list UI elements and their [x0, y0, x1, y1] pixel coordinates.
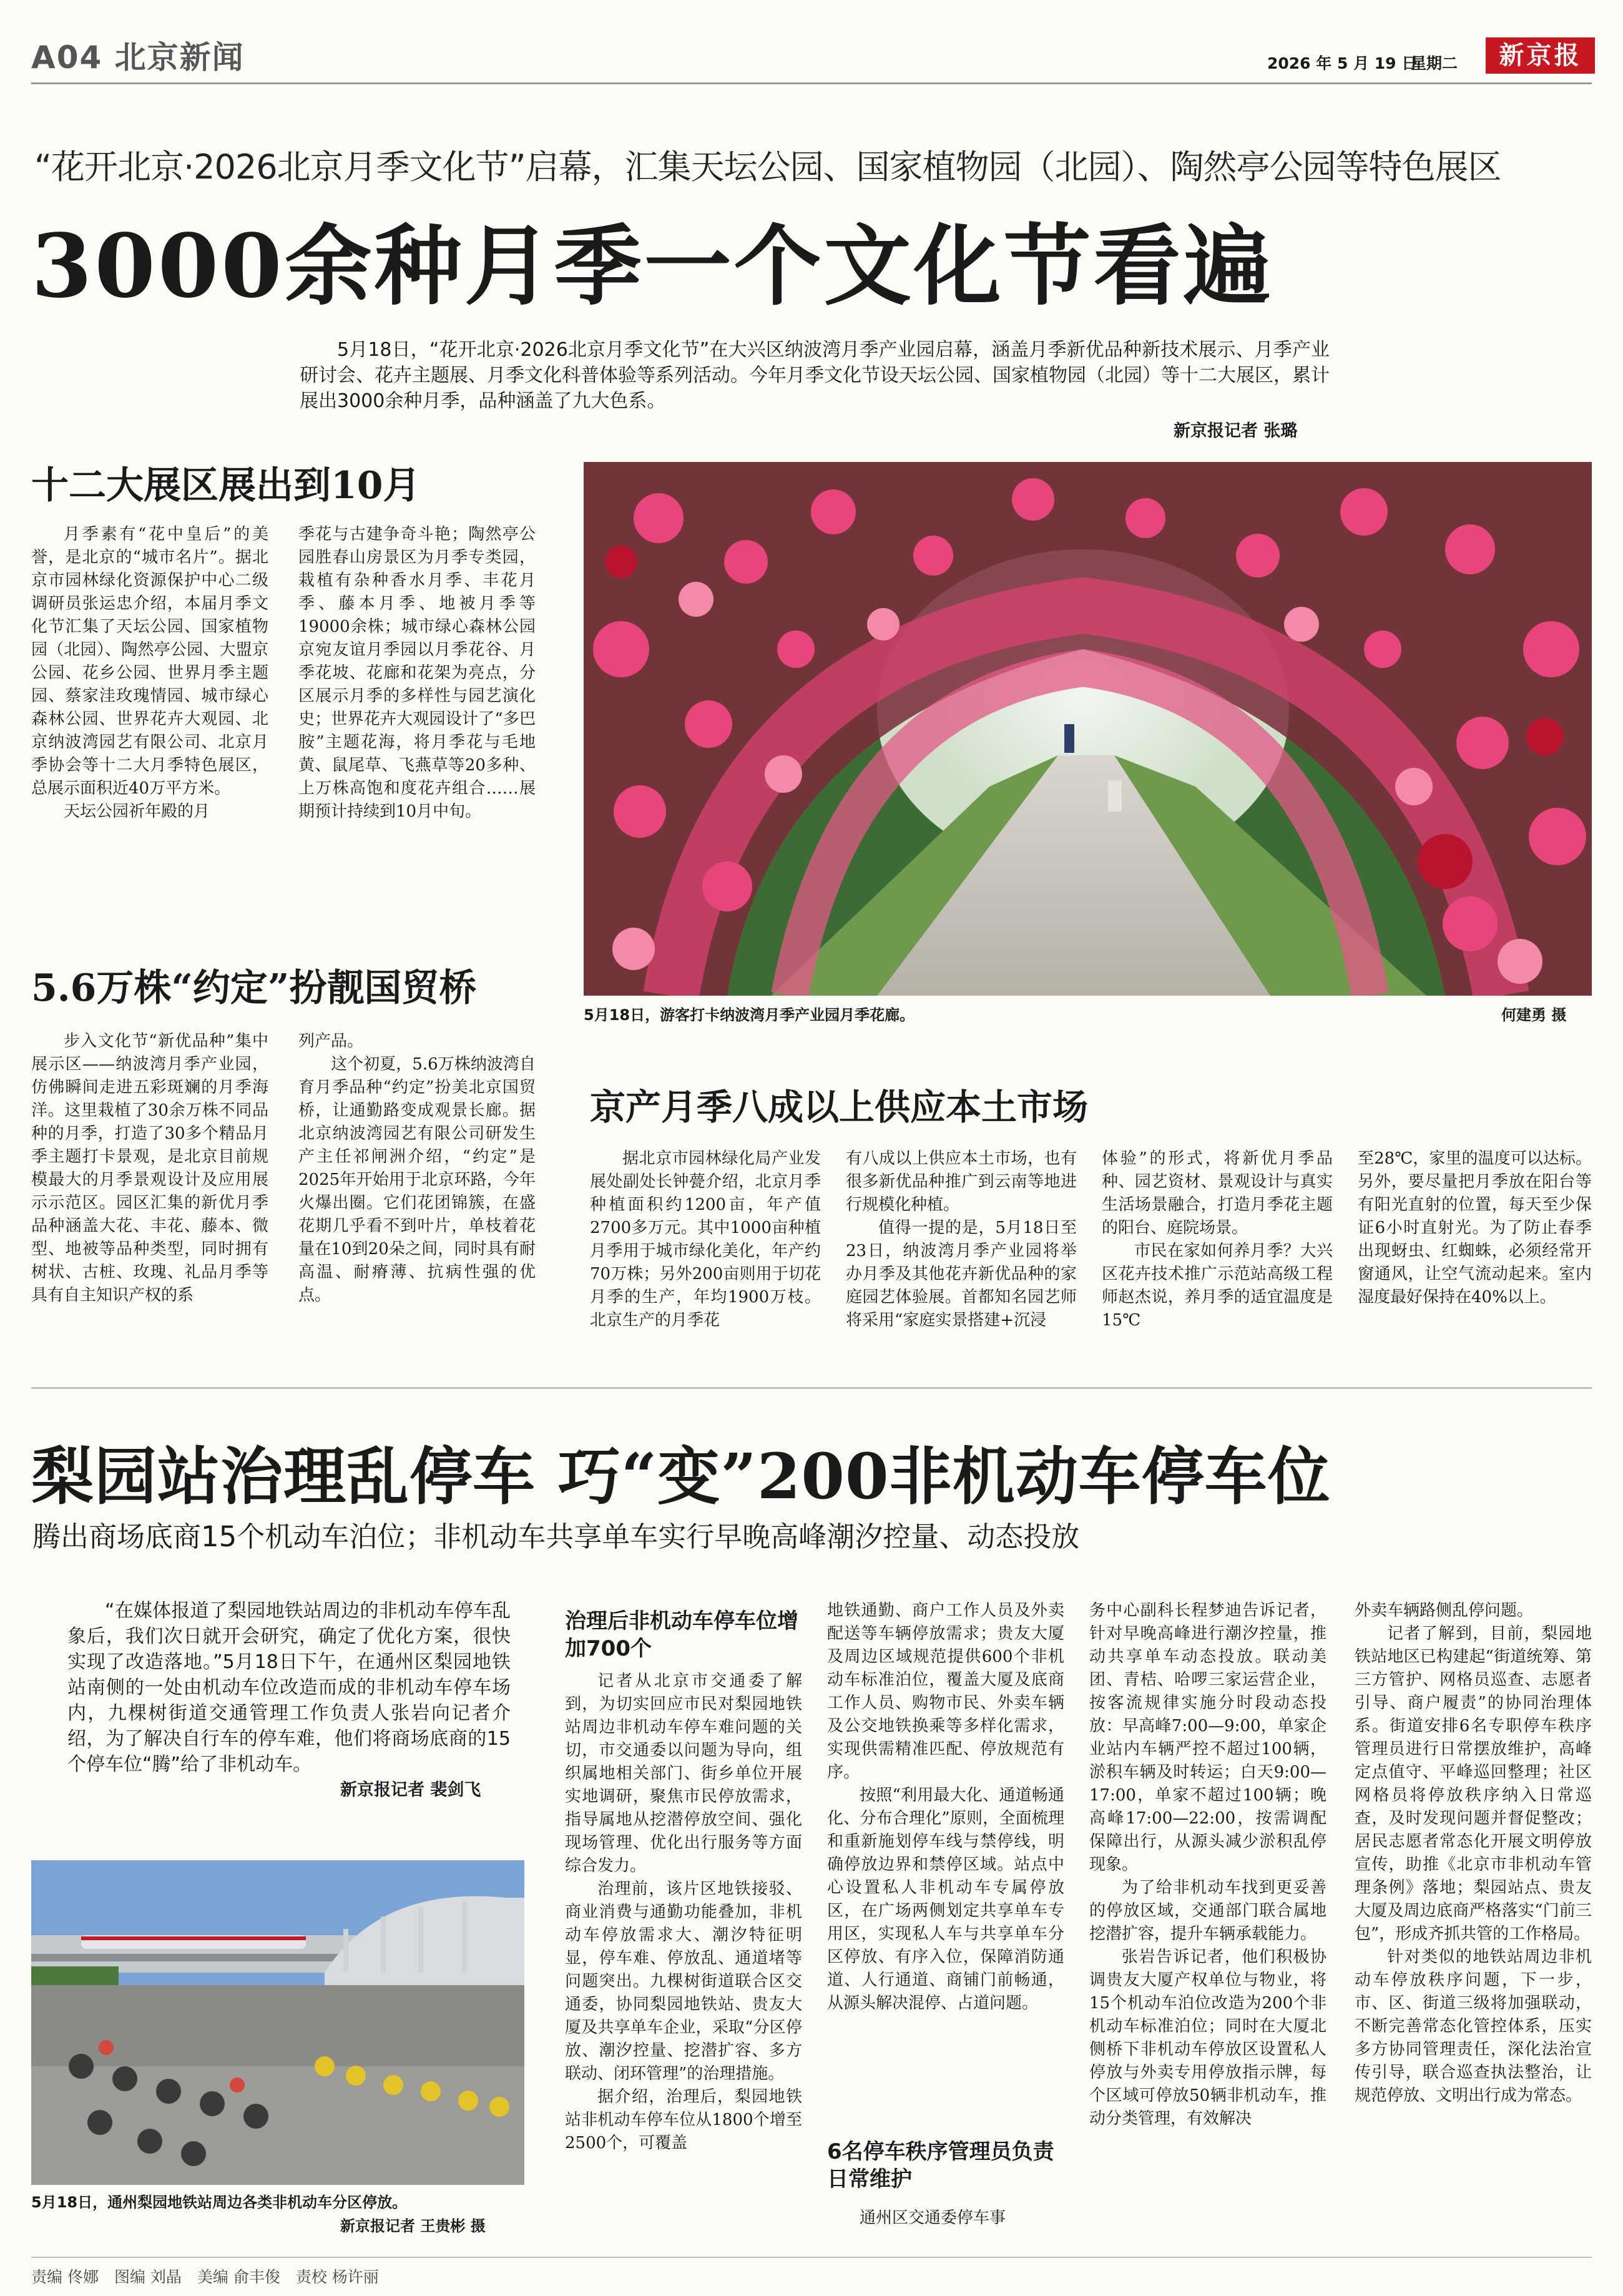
- paragraph: 针对类似的地铁站周边非机动车停放秩序问题，下一步，市、区、街道三级将加强联动，不断完善常态化管控体系，压实多方协同管理责任，深化法治宣传引导，联合巡查执法整治，让规范停放、文明出行成为常态。: [1355, 1948, 1592, 2105]
- paragraph: 记者了解到，目前，梨园地铁站地区已构建起“街道统筹、第三方管护、网格员巡查、志愿者引导、商户履责”的协同治理体系。街道安排6名专职停车秩序管理员进行日常摆放维护，高峰定点值守、平峰巡回整理；社区网格员将停放秩序纳入日常巡查，及时发现问题并督促整改；居民志愿者常态化开展文明停放宣传，助推《北京市非机动车管理条例》落地；梨园站点、贵友大厦及周边底商严格落实“门前三包”，形成齐抓共管的工作格局。: [1355, 1624, 1592, 1943]
- paragraph: 通州区交通委停车事: [860, 2209, 1006, 2227]
- issue-date: 2026 年 5 月 19 日: [1267, 54, 1418, 72]
- paragraph: 按照“利用最大化、通道畅通化、分布合理化”原则，全面梳理和重新施划停车线与禁停线，明确停放边界和禁停区域。站点中心设置私人非机动车专属停放区，在广场两侧划定共享单车专用区，实现私人车与共享单车分区停放、有序入位，保障消防通道、人行通道、商铺门前畅通，从源头解决混停、占道问题。: [827, 1786, 1064, 2013]
- story2-lead: [67, 1598, 511, 1777]
- bike-parking-image: [31, 1860, 524, 2185]
- story2-subhead-2: 6名停车秩序管理员负责日常维护: [827, 2139, 1054, 2192]
- paragraph: 值得一提的是，5月18日至23日，纳波湾月季产业园将举办月季及其他花卉新优品种的家庭园艺体验展。首都知名园艺师将采用“家庭实景搭建+沉浸: [846, 1219, 1077, 1330]
- story2-headline: 梨园站治理乱停车 巧“变”200非机动车停车位: [31, 1440, 1331, 1513]
- paragraph: 这个初夏，5.6万株纳波湾自育月季品种“约定”扮美北京国贸桥，让通勤路变成观景长廊。据北京纳波湾园艺有限公司研发生产主任祁闸洲介绍，“约定”是2025年开始用于北京环路，今年火爆出圈。它们花团锦簇，在盛花期几乎看不到叶片，单枝着花量在10到20朵之间，同时具有耐高温、耐瘠薄、抗病性强的优点。: [298, 1055, 536, 1305]
- story2-subhead-1: 治理后非机动车停车位增加700个: [565, 1609, 798, 1661]
- bike-photo-credit: 新京报记者 王贵彬 摄: [340, 2217, 486, 2235]
- paragraph: 为了给非机动车找到更妥善的停放区域，交通部门联合属地挖潜扩容，提升车辆承载能力。: [1089, 1878, 1326, 1943]
- paragraph: 天坛公园祈年殿的月: [64, 802, 210, 821]
- story1-headline: 3000余种月季一个文化节看遍: [31, 215, 1273, 318]
- paragraph: 据北京市园林绿化局产业发展处副处长钟甍介绍，北京月季种植面积约1200亩，年产值2700多万元。其中1000亩种植月季用于城市绿化美化，年产约70万株；另外200亩则用于切花月季的生产，年均1900万枝。北京生产的月季花: [590, 1149, 821, 1330]
- rose-arch-image: [584, 462, 1592, 996]
- story2-column-4: [1355, 1599, 1592, 2107]
- rose-arch-photo: [584, 462, 1592, 996]
- story1-kicker: “花开北京·2026北京月季文化节”启幕，汇集天坛公园、国家植物园（北园）、陶然亭公园等特色展区: [34, 147, 1501, 187]
- bike-parking-photo: [31, 1860, 524, 2185]
- story2-column-2-tail: [827, 2207, 1064, 2230]
- paragraph: 体验”的形式，将新优月季品种、园艺资材、景观设计与真实生活场景融合，打造月季花主题的阳台、庭院场景。: [1102, 1149, 1333, 1237]
- story1-sub1-column-2: [298, 523, 536, 823]
- section-label: A04 北京新闻: [31, 39, 245, 76]
- paragraph: 治理前，该片区地铁接驳、商业消费与通勤功能叠加，非机动车停放需求大、潮汐特征明显，停车难、停放乱、通道堵等问题突出。九棵树街道联合区交通委，协同梨园地铁站、贵友大厦及共享单车企业，采取“分区停放、潮汐控量、挖潜扩容、多方联动、闭环管理”的治理措施。: [565, 1880, 802, 2083]
- story2-column-3: [1089, 1599, 1326, 2131]
- story-divider: [31, 1387, 1592, 1389]
- paragraph: 至28℃，家里的温度可以达标。另外，要尽量把月季放在阳台等有阳光直射的位置，每天至少保证6小时直射光。为了防止春季出现蚜虫、红蜘蛛，必须经常开窗通风，让空气流动起来。室内湿度最好保持在40%以上。: [1358, 1149, 1592, 1307]
- story2-column-2: [827, 1599, 1064, 2015]
- paragraph: 季花与古建争奇斗艳；陶然亭公园胜春山房景区为月季专类园，栽植有杂种香水月季、丰花月季、藤本月季、地被月季等19000余株；城市绿心森林公园京宛友谊月季园以月季花谷、月季花坡、花廊和花架为亮点，分区展示月季的多样性与园艺演化史；世界花卉大观园设计了“多巴胺”主题花海，将月季花与毛地黄、鼠尾草、飞燕草等20多种、上万株高饱和度花卉组合……展期预计持续到10月中旬。: [298, 525, 536, 821]
- paragraph: 外卖车辆路侧乱停问题。: [1355, 1601, 1534, 1620]
- paragraph: 记者从北京市交通委了解到，为切实回应市民对梨园地铁站周边非机动车停车难问题的关切，市交通委以问题为导向，组织属地相关部门、街乡单位开展实地调研，聚焦市民停放需求，指导属地从挖潜停放空间、强化现场管理、优化出行服务等方面综合发力。: [565, 1672, 802, 1875]
- masthead: [31, 25, 1592, 81]
- paragraph: 张岩告诉记者，他们积极协调贵友大厦产权单位与物业，将15个机动车泊位改造为200个非机动车标准泊位；同时在大厦北侧桥下非机动车停放区设置私人停放与外卖专用停放指示牌，每个区域可停放50辆非机动车，推动分类管理，有效解决: [1089, 1948, 1326, 2128]
- paragraph: 地铁通勤、商户工作人员及外卖配送等车辆停放需求；贵友大厦及周边区域规范提供600个非机动车标准泊位，覆盖大厦及底商工作人员、购物市民、外卖车辆及公交地铁换乘等多样化需求，实现供需精准匹配、停放规范有序。: [827, 1601, 1064, 1782]
- story1-sub3-column-4: [1358, 1147, 1592, 1309]
- story1-subhead-1: 十二大展区展出到10月: [31, 464, 421, 508]
- footer-rule: [31, 2257, 1592, 2258]
- story1-sub1-column-1: [31, 523, 268, 823]
- story1-sub2-column-2: [298, 1030, 536, 1307]
- story1-subhead-3: 京产月季八成以上供应本土市场: [590, 1086, 1088, 1128]
- paragraph: 务中心副科长程梦迪告诉记者，针对早晚高峰进行潮汐控量，推动共享单车动态投放。联动美团、青桔、哈啰三家运营企业，按客流规律实施分时段动态投放：早高峰7:00—9:00，单家企业站内车辆严控不超过100辆，淤积车辆及时转运；白天9:00—17:00，单家不超过100辆；晚高峰17:00—22:00，按需调配保障出行，从源头减少淤积乱停现象。: [1089, 1601, 1326, 1874]
- issue-weekday: 星期二: [1411, 54, 1458, 72]
- story1-sub3-column-2: [846, 1147, 1077, 1332]
- story1-lead-text: 5月18日，“花开北京·2026北京月季文化节”在大兴区纳波湾月季产业园启幕，涵盖月季新优品种新技术展示、月季产业研讨会、花卉主题展、月季文化科普体验等系列活动。今年月季文化节设天坛公园、国家植物园（北园）等十二大展区，累计展出3000余种月季，品种涵盖了九大色系。: [300, 339, 1330, 412]
- paragraph: 月季素有“花中皇后”的美誉，是北京的“城市名片”。据北京市园林绿化资源保护中心二级调研员张运忠介绍，本届月季文化节汇集了天坛公园、国家植物园（北园）、陶然亭公园、大盟京公园、花乡公园、世界月季主题园、蔡家洼玫瑰情园、城市绿心森林公园、世界花卉大观园、北京纳波湾园艺有限公司、北京月季协会等十二大月季特色展区，总展示面积近40万平方米。: [31, 525, 268, 798]
- paragraph: 市民在家如何养月季？大兴区花卉技术推广示范站高级工程师赵杰说，养月季的适宜温度是15℃: [1102, 1242, 1333, 1330]
- masthead-rule: [31, 82, 1592, 84]
- story1-sub3-column-1: [590, 1147, 821, 1332]
- footer-credits: 责编 佟娜 图编 刘晶 美编 俞丰俊 责校 杨许丽: [31, 2268, 379, 2286]
- paragraph: 步入文化节“新优品种”集中展示区——纳波湾月季产业园，仿佛瞬间走进五彩斑斓的月季海洋。这里栽植了30余万株不同品种的月季，打造了30多个精品月季主题打卡景观，是北京目前规模最大的月季景观设计及应用展示示范区。园区汇集的新优月季品种涵盖大花、丰花、藤本、微型、地被等品种类型，同时拥有树状、古桩、玫瑰、礼品月季等具有自主知识产权的系: [31, 1032, 268, 1305]
- paragraph: 有八成以上供应本土市场，也有很多新优品种推广到云南等地进行规模化种植。: [846, 1149, 1077, 1214]
- story1-lead: [300, 337, 1330, 414]
- story1-sub3-column-3: [1102, 1147, 1333, 1332]
- story2-lead-text: “在媒体报道了梨园地铁站周边的非机动车停车乱象后，我们次日就开会研究，确定了优化方案，很快实现了改造落地。”5月18日下午，在通州区梨园地铁站南侧的一处由机动车位改造而成的非机动车停车场内，九棵树街道交通管理工作负责人张岩向记者介绍，为了解决自行车的停车难，他们将商场底商的15个停车位“腾”给了非机动车。: [67, 1600, 511, 1775]
- bike-photo-caption: 5月18日，通州梨园地铁站周边各类非机动车分区停放。: [31, 2194, 408, 2211]
- story2-deck: 腾出商场底商15个机动车泊位；非机动车共享单车实行早晚高峰潮汐控量、动态投放: [32, 1520, 1080, 1553]
- story2-column-1: [565, 1670, 802, 2155]
- story1-sub2-column-1: [31, 1030, 268, 1307]
- rose-photo-caption: 5月18日，游客打卡纳波湾月季产业园月季花廊。: [584, 1006, 915, 1024]
- story1-subhead-2: 5.6万株“约定”扮靓国贸桥: [31, 966, 477, 1010]
- paragraph: 据介绍，治理后，梨园地铁站非机动车停车位从1800个增至2500个，可覆盖: [565, 2087, 802, 2152]
- story1-byline: 新京报记者 张璐: [1174, 421, 1298, 441]
- paper-logo: 新京报: [1486, 37, 1595, 74]
- story2-byline: 新京报记者 裴剑飞: [340, 1780, 481, 1800]
- rose-photo-credit: 何建勇 摄: [1501, 1006, 1567, 1024]
- paragraph: 列产品。: [298, 1032, 364, 1051]
